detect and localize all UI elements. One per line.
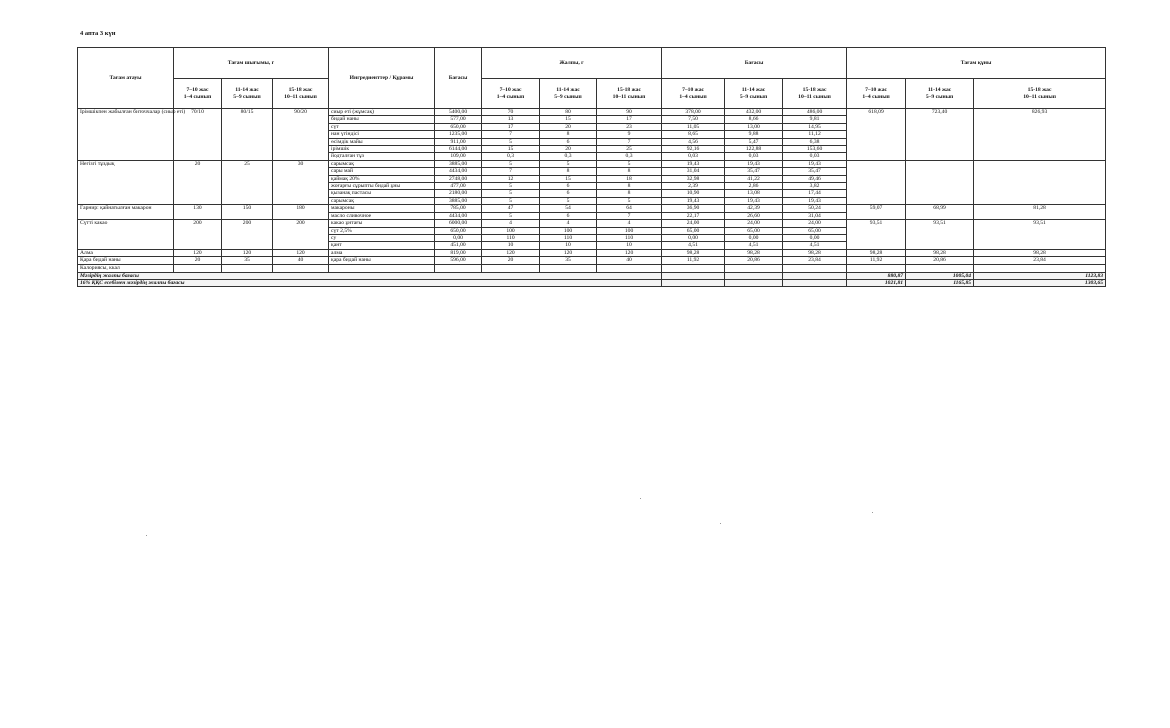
ingredient-cell: сары май [329,168,435,175]
total-value: 1165,85 [906,279,974,286]
cost-cell: 10,90 [662,190,725,197]
header-age-line1: 15-18 жас [1027,86,1052,93]
cost-cell: 432,00 [725,109,783,116]
gross-cell: 120 [597,249,662,256]
food-cost-cell: 93,51 [974,220,1106,250]
header-price: Бағасы [435,48,482,109]
scan-speck [872,512,873,513]
gross-cell: 7 [597,212,662,219]
gross-cell: 20 [540,123,597,130]
cost-cell: 9,81 [783,116,847,123]
header-age-line2: 10–11 сынып [798,93,831,100]
empty-cell [222,264,273,272]
portion-cell: 70/10 [174,109,222,161]
gross-cell: 100 [482,227,540,234]
cost-cell: 31,04 [783,212,847,219]
header-age-3 [783,79,847,109]
ingredient-cell: какао ұнтағы [329,220,435,227]
portion-cell: 20 [174,257,222,264]
gross-cell: 18 [597,175,662,182]
gross-cell: 4 [540,220,597,227]
cost-cell: 19,43 [725,160,783,167]
ingredient-cell: бидай наны [329,116,435,123]
empty-cell [540,264,597,272]
portion-cell: 150 [222,205,273,220]
header-age-line1: 7–10 жас [186,86,209,93]
ingredient-cell: сүт 2,5% [329,227,435,234]
cost-cell: 8,65 [662,131,725,138]
gross-cell: 8 [597,183,662,190]
cost-cell: 19,43 [783,197,847,204]
dish-name-cell: Алма [78,249,174,256]
gross-cell: 0,3 [597,153,662,160]
price-cell: 109,00 [435,153,482,160]
header-age-1 [662,79,725,109]
gross-cell: 5 [540,160,597,167]
portion-cell: 200 [174,220,222,250]
gross-cell: 5 [597,197,662,204]
gross-cell: 6 [540,212,597,219]
cost-cell: 22,17 [662,212,725,219]
empty-cell [906,264,974,272]
gross-cell: 5 [482,197,540,204]
total-value: 880,87 [847,272,906,279]
cost-cell: 49,46 [783,175,847,182]
gross-cell: 5 [482,138,540,145]
empty-cell [725,264,783,272]
table-row [78,257,1106,264]
calorie-label: Калориясы, ккал [78,264,174,272]
header-age-line1: 15-18 жас [802,86,827,93]
cost-cell: 11,12 [783,131,847,138]
food-cost-cell: 68,99 [906,205,974,220]
cost-cell: 65,00 [725,227,783,234]
ingredient-cell: қара бидай наны [329,257,435,264]
header-ingredients: Ингредиенттер / Құрамы [329,48,435,109]
header-age-line2: 1–4 сынып [679,93,707,100]
cost-cell: 4,51 [662,242,725,249]
ingredient-cell: макароны [329,205,435,212]
price-cell: 650,00 [435,123,482,130]
portion-cell: 40 [273,257,329,264]
header-age-1 [174,79,222,109]
menu-cost-table [77,47,1106,287]
food-cost-cell: 618,09 [847,109,906,161]
empty-cell [597,264,662,272]
gross-cell: 110 [540,234,597,241]
cost-cell: 0,03 [783,153,847,160]
total-row [78,272,1106,279]
cost-cell: 11,05 [662,123,725,130]
ingredient-cell: сиыр еті (жұмсақ) [329,109,435,116]
ingredient-cell: қант [329,242,435,249]
header-age-line2: 1–4 сынып [183,93,212,100]
ingredient-cell: су [329,234,435,241]
gross-cell: 100 [540,227,597,234]
dish-name-cell: Ірімшікпен жабылған биточчалар (сиыр еті) [78,109,174,161]
cost-cell: 0,00 [725,234,783,241]
portion-cell: 30 [273,160,329,204]
header-age-line1: 11-14 жас [741,86,766,93]
price-cell: 3885,00 [435,197,482,204]
portion-cell: 80/15 [222,109,273,161]
empty-cell [974,264,1106,272]
cost-cell: 24,00 [783,220,847,227]
portion-cell: 120 [273,249,329,256]
cost-cell: 122,88 [725,146,783,153]
food-cost-cell: 81,28 [974,205,1106,220]
header-age-line1: 11-14 жас [556,86,580,93]
gross-cell: 7 [597,138,662,145]
gross-cell: 15 [482,146,540,153]
gross-cell: 110 [597,234,662,241]
header-age-2 [906,79,974,109]
cost-cell: 19,43 [662,160,725,167]
cost-cell: 35,47 [725,168,783,175]
cost-cell: 11,92 [662,257,725,264]
gross-cell: 5 [540,197,597,204]
header-age-line2: 5–9 сынып [925,93,954,100]
header-dish-name: Тағам атауы [78,48,174,109]
header-age-line2: 1–4 сынып [862,93,890,100]
ingredient-cell: алма [329,249,435,256]
gross-cell: 15 [540,116,597,123]
total-row [78,279,1106,286]
gross-cell: 64 [597,205,662,212]
cost-cell: 5,47 [725,138,783,145]
cost-cell: 65,00 [783,227,847,234]
total-label: Мәзірдің жалпы бағасы [78,272,662,279]
cost-cell: 2,86 [725,183,783,190]
gross-cell: 8 [597,190,662,197]
cost-cell: 13,00 [725,123,783,130]
header-age-1 [847,79,906,109]
price-cell: 785,00 [435,205,482,212]
cost-cell: 0,03 [725,153,783,160]
portion-cell: 130 [174,205,222,220]
total-value: 1123,83 [974,272,1106,279]
header-age-line2: 10–11 сынып [612,93,646,100]
cost-cell: 41,22 [725,175,783,182]
food-cost-cell: 20,86 [906,257,974,264]
cost-cell: 17,44 [783,190,847,197]
header-food-cost-group: Тағам құны [847,48,1106,79]
ingredient-cell: қызанақ пастасы [329,190,435,197]
header-age-line1: 7–10 жас [682,86,704,93]
header-age-2 [222,79,273,109]
portion-cell: 180 [273,205,329,220]
total-value: 1303,65 [974,279,1106,286]
header-age-line1: 11-14 жас [927,86,952,93]
gross-cell: 10 [540,242,597,249]
gross-cell: 7 [482,168,540,175]
cost-cell: 92,16 [662,146,725,153]
gross-cell: 5 [482,183,540,190]
header-age-line1: 11-14 жас [235,86,259,93]
food-cost-cell [906,160,974,204]
cost-cell: 98,28 [783,249,847,256]
gross-cell: 6 [540,183,597,190]
food-cost-cell: 826,93 [974,109,1106,161]
empty-cell [273,264,329,272]
gross-cell: 80 [540,109,597,116]
table-row [78,205,1106,212]
gross-cell: 10 [597,242,662,249]
portion-cell: 25 [222,160,273,204]
portion-cell: 90/20 [273,109,329,161]
food-cost-cell: 23,84 [974,257,1106,264]
food-cost-cell [847,160,906,204]
cost-cell: 4,51 [783,242,847,249]
cost-cell: 23,84 [783,257,847,264]
table-row [78,220,1106,227]
gross-cell: 10 [482,242,540,249]
portion-cell: 200 [273,220,329,250]
cost-cell: 4,51 [725,242,783,249]
gross-cell: 8 [540,131,597,138]
gross-cell: 5 [482,190,540,197]
empty-cell [662,264,725,272]
gross-cell: 8 [540,168,597,175]
empty-cell [435,264,482,272]
gross-cell: 20 [540,146,597,153]
scan-speck [640,498,641,499]
header-age-1 [482,79,540,109]
price-cell: 451,00 [435,242,482,249]
empty-cell [847,264,906,272]
scan-speck [720,523,721,524]
dish-name-cell: Негізгі тұздық [78,160,174,204]
ingredient-cell: жоғарғы сұрыпты бидай ұны [329,183,435,190]
dish-name-cell: Сүтті какао [78,220,174,250]
cost-cell: 20,86 [725,257,783,264]
gross-cell: 5 [482,160,540,167]
table-row [78,109,1106,116]
total-value: 1005,04 [906,272,974,279]
cost-cell: 98,28 [725,249,783,256]
cost-cell: 31,04 [662,168,725,175]
empty-cell [662,272,725,279]
price-cell: 4434,00 [435,212,482,219]
cost-cell: 65,00 [662,227,725,234]
cost-cell: 8,66 [725,116,783,123]
price-cell: 819,00 [435,249,482,256]
header-age-line1: 15-18 жас [617,86,641,93]
header-age-line1: 7–10 жас [865,86,888,93]
cost-cell: 19,43 [783,160,847,167]
price-cell: 5400,00 [435,109,482,116]
cost-cell: 13,08 [725,190,783,197]
cost-cell: 0,03 [662,153,725,160]
price-cell: 4434,00 [435,168,482,175]
header-age-line2: 5–9 сынып [554,93,582,100]
cost-cell: 7,50 [662,116,725,123]
ingredient-cell: масло сливочное [329,212,435,219]
cost-cell: 486,00 [783,109,847,116]
ingredient-cell: нан үгіндісі [329,131,435,138]
gross-cell: 25 [597,146,662,153]
cost-cell: 0,00 [783,234,847,241]
header-cost-group: Бағасы [662,48,847,79]
portion-cell: 35 [222,257,273,264]
scan-speck [146,535,147,536]
gross-cell: 13 [482,116,540,123]
gross-cell: 17 [597,116,662,123]
calorie-row [78,264,1106,272]
total-value: 1021,81 [847,279,906,286]
food-cost-cell: 59,07 [847,205,906,220]
header-age-line2: 1–4 сынып [496,93,525,100]
ingredient-cell: ірімшік [329,146,435,153]
empty-cell [783,264,847,272]
ingredient-cell: йодталған тұз [329,153,435,160]
header-age-3 [597,79,662,109]
cost-cell: 9,88 [725,131,783,138]
portion-cell: 200 [222,220,273,250]
header-age-line2: 5–9 сынып [739,93,768,100]
gross-cell: 47 [482,205,540,212]
dish-name-cell: Гарнир: қайнатылған макарон [78,205,174,220]
gross-cell: 6 [540,190,597,197]
table-row [78,160,1106,167]
gross-cell: 4 [597,220,662,227]
gross-cell: 15 [540,175,597,182]
gross-cell: 9 [597,131,662,138]
cost-cell: 26,60 [725,212,783,219]
cost-cell: 3,82 [783,183,847,190]
price-cell: 0,00 [435,234,482,241]
empty-cell [329,264,435,272]
cost-cell: 14,95 [783,123,847,130]
food-cost-cell: 93,51 [906,220,974,250]
ingredient-cell: сүт [329,123,435,130]
cost-cell: 378,00 [662,109,725,116]
portion-cell: 120 [222,249,273,256]
gross-cell: 20 [482,257,540,264]
price-cell: 2748,00 [435,175,482,182]
empty-cell [482,264,540,272]
gross-cell: 17 [482,123,540,130]
food-cost-cell: 98,28 [906,249,974,256]
gross-cell: 6 [540,138,597,145]
gross-cell: 90 [597,109,662,116]
age-header-row [78,79,1106,109]
gross-cell: 0,3 [540,153,597,160]
dish-name-cell: Қара бидай наны [78,257,174,264]
empty-cell [725,279,783,286]
food-cost-cell: 98,28 [847,249,906,256]
header-age-line1: 7–10 жас [499,86,522,93]
header-age-2 [540,79,597,109]
header-gross-group: Жалпы, г [482,48,662,79]
portion-cell: 20 [174,160,222,204]
gross-cell: 120 [482,249,540,256]
food-cost-cell: 93,51 [847,220,906,250]
cost-cell: 35,47 [783,168,847,175]
gross-cell: 54 [540,205,597,212]
cost-cell: 153,60 [783,146,847,153]
gross-cell: 23 [597,123,662,130]
gross-cell: 70 [482,109,540,116]
total-label: 16% ҚҚС есебімен мәзірдің жалпы бағасы [78,279,662,286]
header-portion-group: Тағам шығымы, г [174,48,329,79]
price-cell: 3885,00 [435,160,482,167]
cost-cell: 19,43 [725,197,783,204]
table-row [78,249,1106,256]
gross-cell: 100 [597,227,662,234]
gross-cell: 12 [482,175,540,182]
food-cost-cell: 11,92 [847,257,906,264]
price-cell: 577,00 [435,116,482,123]
gross-cell: 35 [540,257,597,264]
price-cell: 6144,00 [435,146,482,153]
gross-cell: 0,3 [482,153,540,160]
cost-cell: 32,98 [662,175,725,182]
header-age-line2: 5–9 сынып [233,93,261,100]
empty-cell [783,272,847,279]
ingredient-cell: өсімдік майы [329,138,435,145]
price-cell: 477,00 [435,183,482,190]
menu-body [78,109,1106,287]
food-cost-cell [974,160,1106,204]
gross-cell: 4 [482,220,540,227]
gross-cell: 40 [597,257,662,264]
gross-cell: 120 [540,249,597,256]
cost-cell: 42,39 [725,205,783,212]
gross-cell: 110 [482,234,540,241]
food-cost-cell: 723,40 [906,109,974,161]
gross-cell: 5 [597,160,662,167]
cost-cell: 24,00 [662,220,725,227]
cost-cell: 4,56 [662,138,725,145]
empty-cell [783,279,847,286]
cost-cell: 50,24 [783,205,847,212]
price-cell: 6000,00 [435,220,482,227]
empty-cell [662,279,725,286]
cost-cell: 36,90 [662,205,725,212]
cost-cell: 24,00 [725,220,783,227]
gross-cell: 8 [597,168,662,175]
gross-cell: 5 [482,212,540,219]
header-age-line2: 10–11 сынып [1023,93,1056,100]
portion-cell: 120 [174,249,222,256]
cost-cell: 0,00 [662,234,725,241]
cost-cell: 19,43 [662,197,725,204]
price-cell: 650,00 [435,227,482,234]
header-age-2 [725,79,783,109]
header-age-line1: 15-18 жас [288,86,313,93]
cost-cell: 2,39 [662,183,725,190]
price-cell: 596,00 [435,257,482,264]
header-age-3 [974,79,1106,109]
price-cell: 911,00 [435,138,482,145]
ingredient-cell: сарымсақ [329,160,435,167]
ingredient-cell: сарымсақ [329,197,435,204]
empty-cell [174,264,222,272]
document-title: 4 апта 3 күн [80,30,116,37]
header-age-line2: 10–11 сынып [284,93,317,100]
price-cell: 2180,00 [435,190,482,197]
cost-cell: 98,28 [662,249,725,256]
cost-cell: 6,38 [783,138,847,145]
header-age-3 [273,79,329,109]
empty-cell [725,272,783,279]
gross-cell: 7 [482,131,540,138]
price-cell: 1235,00 [435,131,482,138]
ingredient-cell: қаймақ 20% [329,175,435,182]
food-cost-cell: 98,28 [974,249,1106,256]
